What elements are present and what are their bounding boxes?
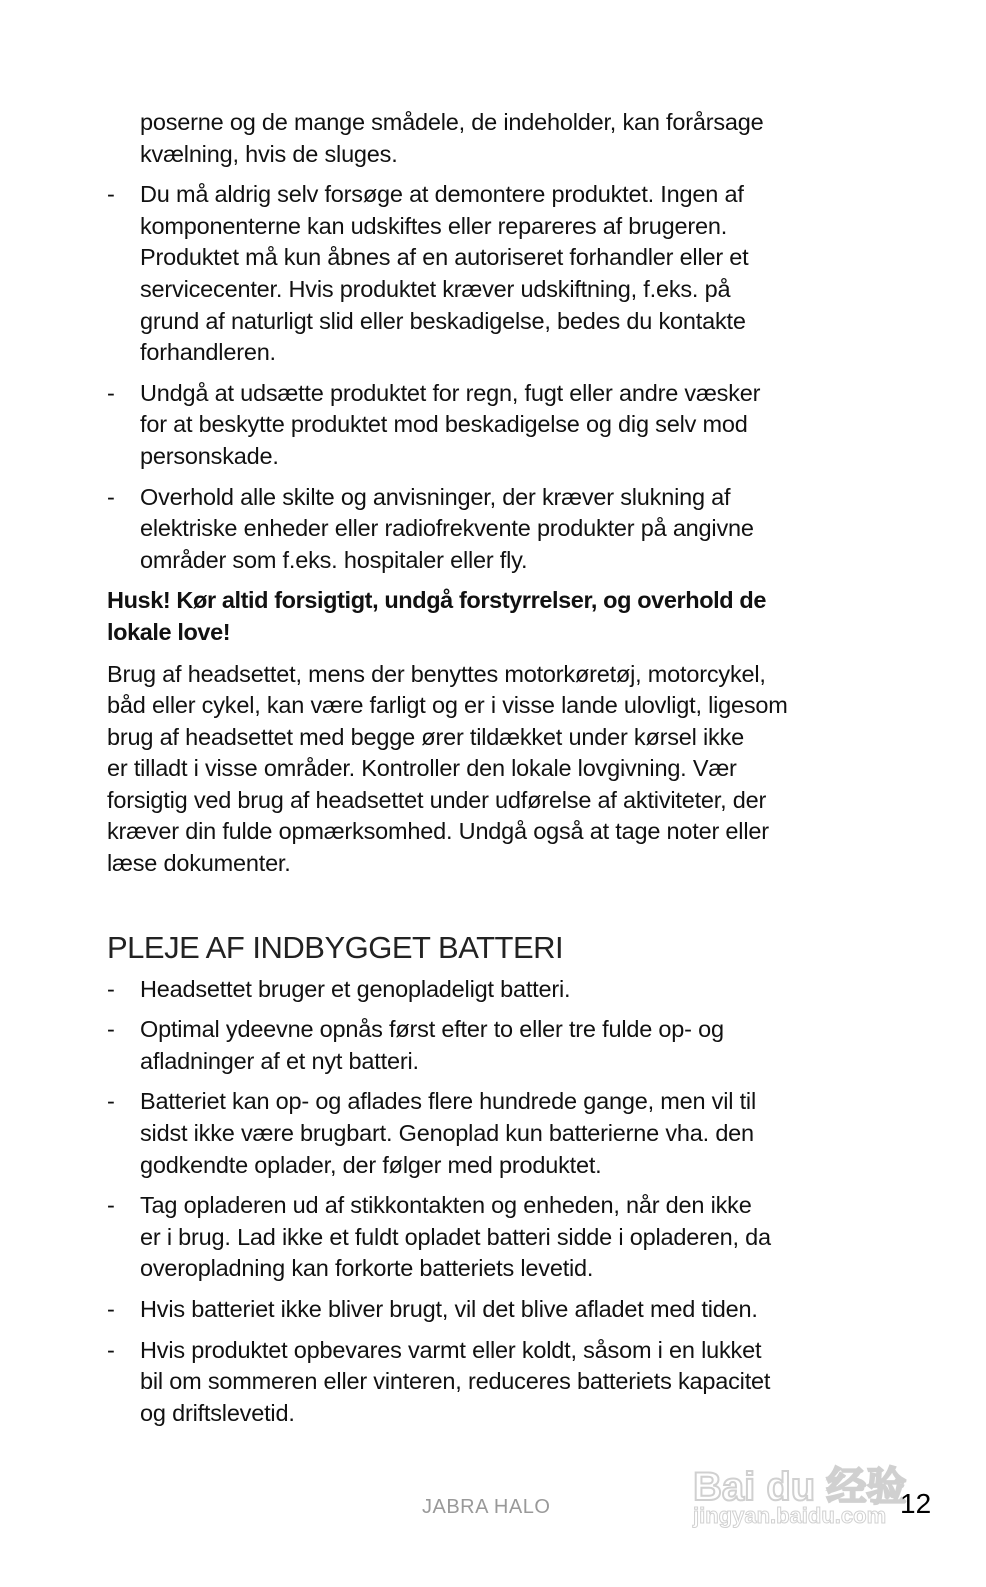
- page-number: 12: [900, 1488, 932, 1519]
- text-line: Tag opladeren ud af stikkontakten og enheden, når den ikke: [140, 1192, 752, 1219]
- text-line: komponenterne kan udskiftes eller repareres af brugeren.: [140, 212, 728, 239]
- battery-list: [107, 974, 887, 1430]
- text-line: Headsettet bruger et genopladeligt batteri.: [140, 975, 571, 1002]
- bullet-dash: -: [107, 483, 115, 510]
- bullet-dash: -: [107, 1016, 115, 1043]
- bullet-dash: -: [107, 1088, 115, 1115]
- text-line: kvælning, hvis de sluges.: [140, 140, 398, 167]
- bullet-dash: -: [107, 975, 115, 1002]
- text-line: poserne og de mange smådele, de indeholder, kan forårsage: [140, 109, 764, 135]
- list-item: [107, 1294, 887, 1326]
- text-line: og driftslevetid.: [140, 1399, 295, 1426]
- text-line: er i brug. Lad ikke et fuldt opladet batteri sidde i opladeren, da: [140, 1223, 771, 1250]
- driving-warning: [107, 585, 887, 648]
- text-line: områder som f.eks. hospitaler eller fly.: [140, 546, 528, 573]
- text-line: servicecenter. Hvis produktet kræver udskiftning, f.eks. på: [140, 275, 731, 302]
- list-item: [107, 179, 887, 369]
- text-line: Hvis produktet opbevares varmt eller koldt, såsom i en lukket: [140, 1336, 762, 1363]
- bullet-dash: -: [107, 181, 115, 208]
- bullet-dash: -: [107, 1336, 115, 1363]
- list-item: [107, 378, 887, 473]
- safety-list: [107, 179, 887, 576]
- section-heading: PLEJE AF INDBYGGET BATTERI: [107, 929, 564, 965]
- text-line: personskade.: [140, 442, 279, 469]
- list-item: [107, 1086, 887, 1181]
- text-line: overopladning kan forkorte batteriets levetid.: [140, 1255, 594, 1282]
- bullet-dash: -: [107, 1192, 115, 1219]
- text-line: afladninger af et nyt batteri.: [140, 1047, 419, 1074]
- text-line: er tilladt i visse områder. Kontroller den lokale lovgivning. Vær: [107, 755, 737, 782]
- text-line: Overhold alle skilte og anvisninger, der kræver slukning af: [140, 483, 731, 510]
- list-item: [107, 1335, 887, 1430]
- bullet-dash: -: [107, 379, 115, 406]
- text-line: brug af headsettet med begge ører tildækket under kørsel ikke: [107, 723, 744, 750]
- list-item: [107, 1014, 887, 1077]
- list-item: [107, 482, 887, 577]
- text-line: lokale love!: [107, 618, 231, 645]
- text-line: sidst ikke være brugbart. Genoplad kun batterierne vha. den: [140, 1120, 754, 1147]
- document-body: [107, 107, 887, 1438]
- text-line: grund af naturligt slid eller beskadigelse, bedes du kontakte: [140, 307, 746, 334]
- list-item: [107, 1190, 887, 1285]
- baidu-watermark: Bai du 经验 jingyan.baidu.com: [693, 1465, 907, 1528]
- text-line: forsigtig ved brug af headsettet under udførelse af aktiviteter, der: [107, 786, 767, 813]
- text-line: Optimal ydeevne opnås først efter to eller tre fulde op- og: [140, 1016, 724, 1043]
- bullet-dash: -: [107, 1296, 115, 1322]
- text-line: Produktet må kun åbnes af en autoriseret forhandler eller et: [140, 244, 749, 271]
- text-line: Du må aldrig selv forsøge at demontere produktet. Ingen af: [140, 181, 744, 208]
- text-line: bil om sommeren eller vinteren, reduceres batteriets kapacitet: [140, 1368, 771, 1395]
- text-line: Batteriet kan op- og aflades flere hundrede gange, men vil til: [140, 1088, 756, 1115]
- text-line: for at beskytte produktet mod beskadigelse og dig selv mod: [140, 411, 748, 438]
- text-line: Hvis batteriet ikke bliver brugt, vil det blive afladet med tiden.: [140, 1296, 758, 1322]
- text-line: kræver din fulde opmærksomhed. Undgå også at tage noter eller: [107, 818, 769, 845]
- text-line: forhandleren.: [140, 339, 276, 366]
- text-line: Brug af headsettet, mens der benyttes motorkøretøj, motorcykel,: [107, 660, 766, 687]
- text-line: elektriske enheder eller radiofrekvente produkter på angivne: [140, 515, 754, 542]
- text-line: Undgå at udsætte produktet for regn, fugt eller andre væsker: [140, 379, 761, 406]
- text-line: Husk! Kør altid forsigtigt, undgå forstyrrelser, og overhold de: [107, 587, 766, 614]
- intro-continuation: [107, 107, 887, 170]
- list-item: [107, 974, 887, 1006]
- text-line: båd eller cykel, kan være farligt og er i visse lande ulovligt, ligesom: [107, 692, 788, 719]
- text-line: godkendte oplader, der følger med produktet.: [140, 1151, 602, 1178]
- footer-product-name: JABRA HALO: [422, 1496, 551, 1518]
- text-line: læse dokumenter.: [107, 850, 291, 877]
- driving-paragraph: [107, 659, 887, 880]
